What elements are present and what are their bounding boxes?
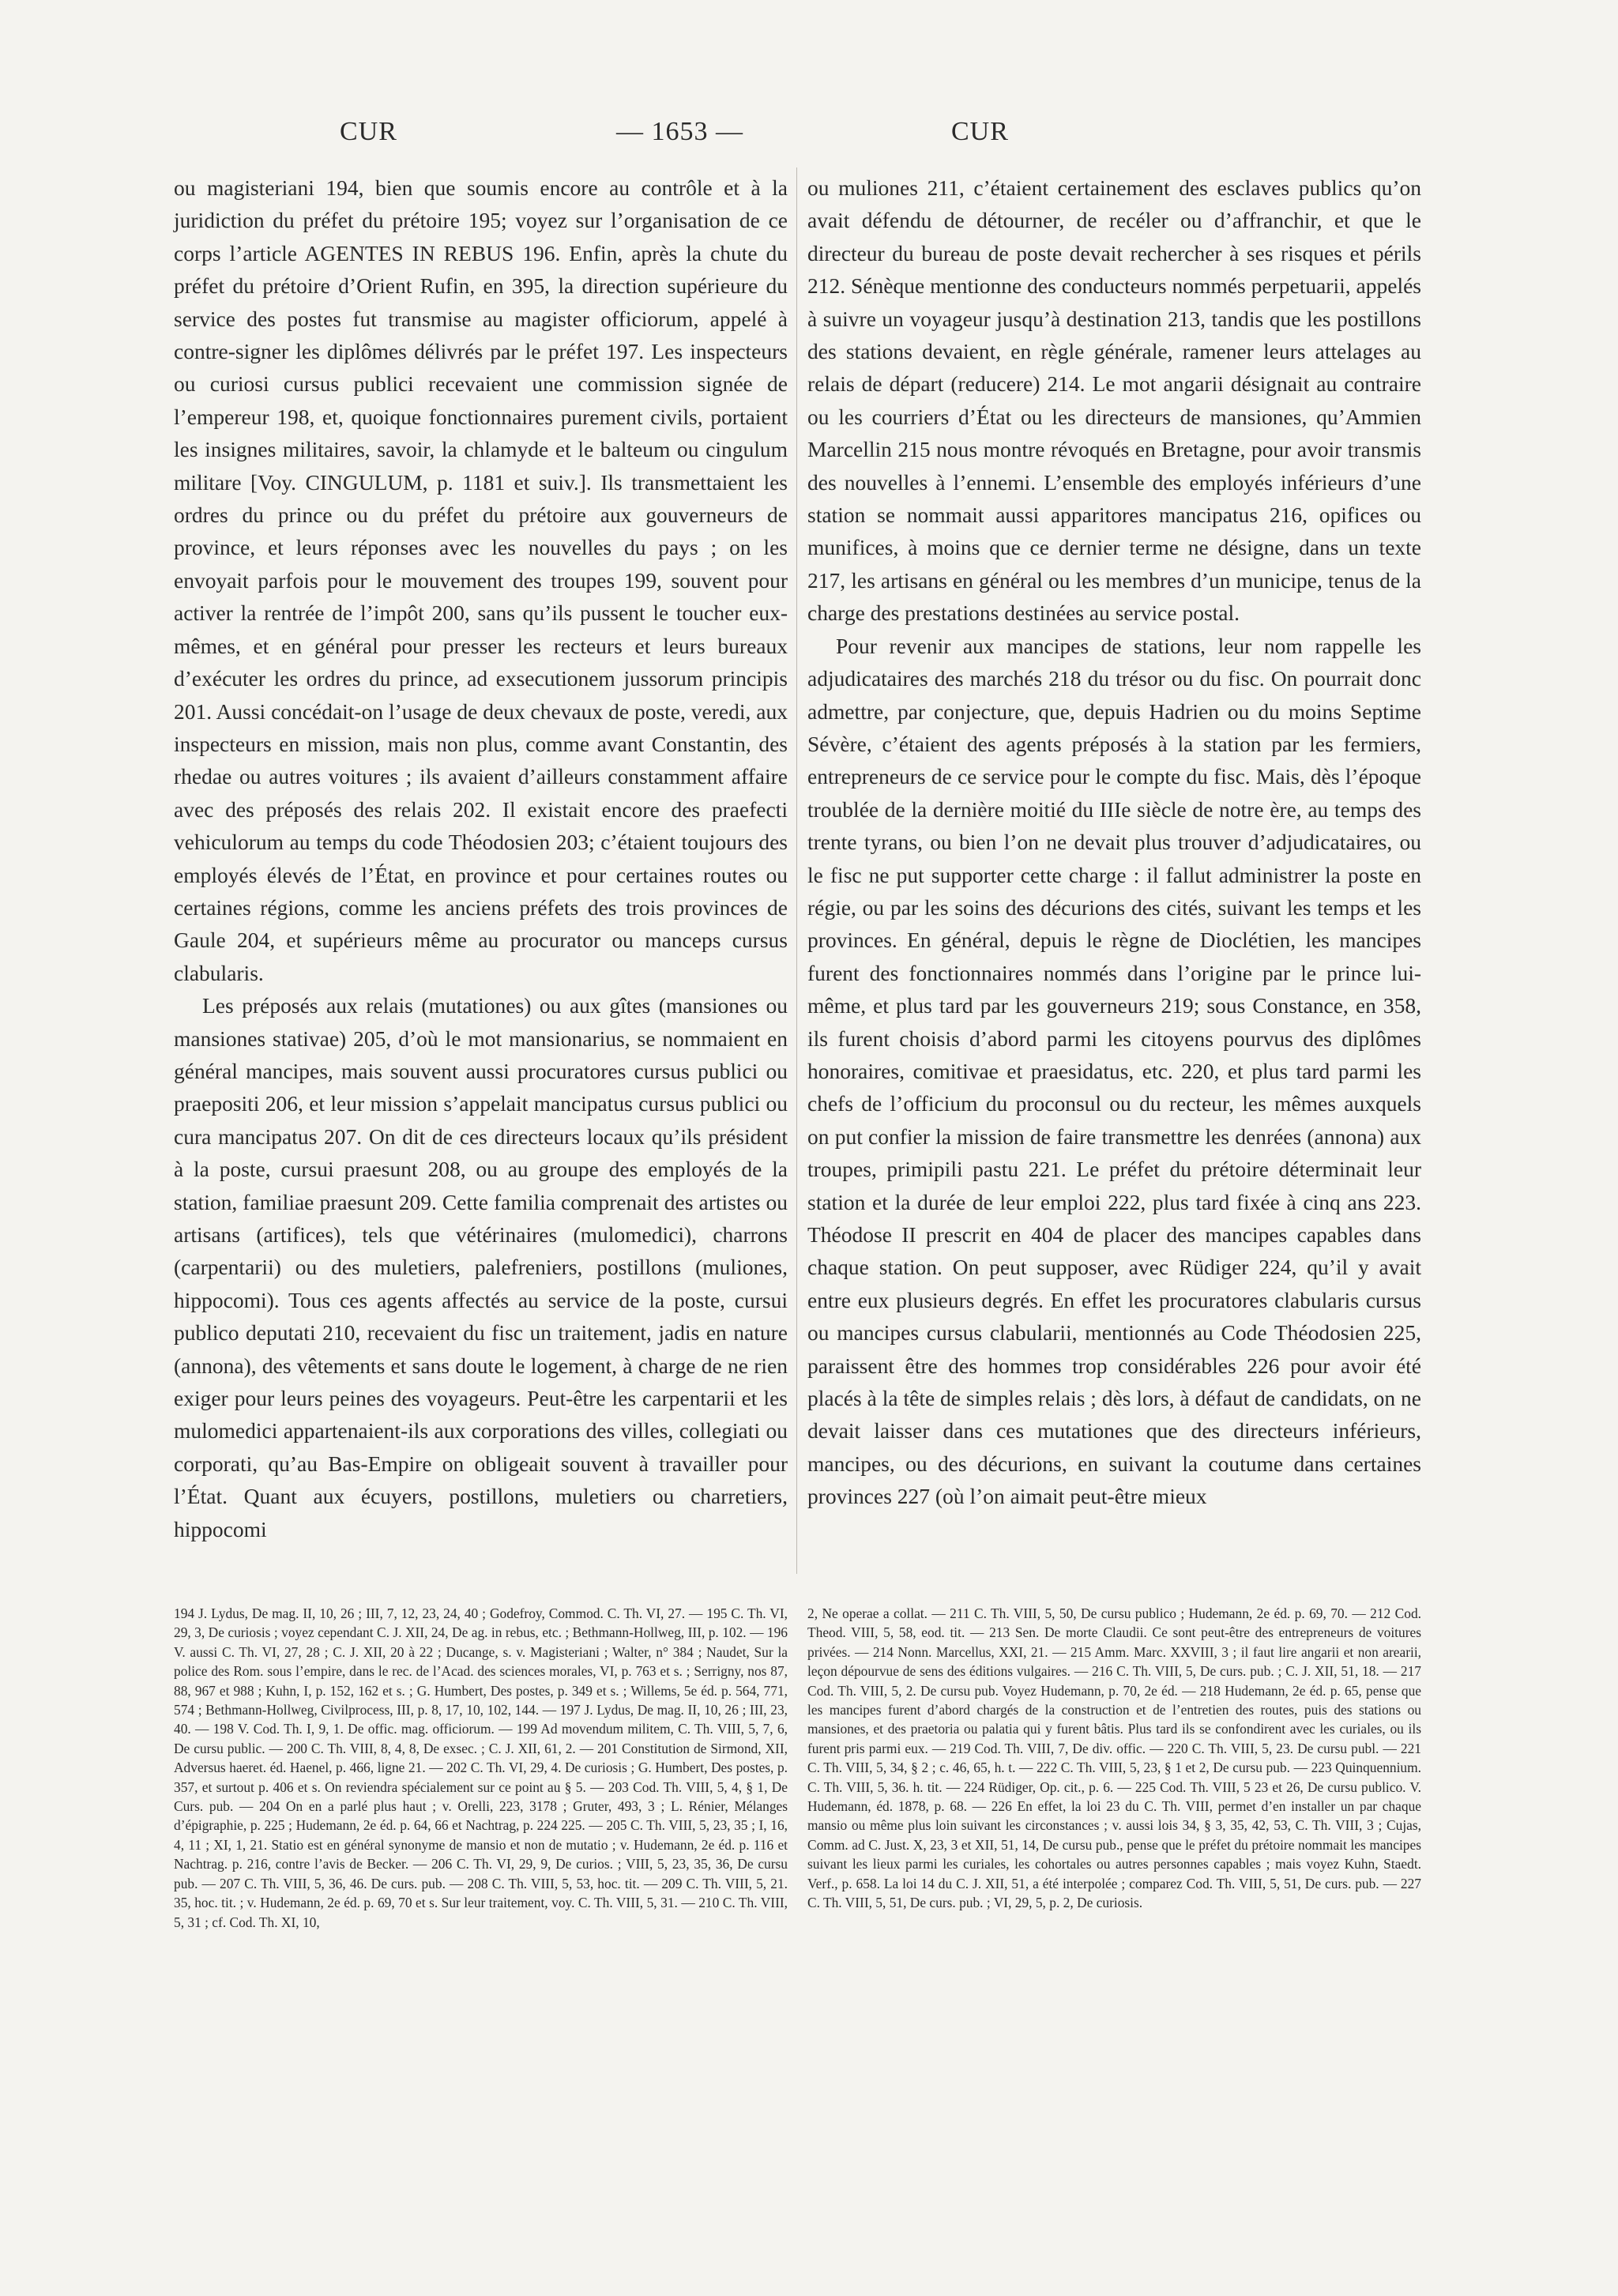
right-column-body [807,171,1421,1513]
left-column-body [174,171,788,1545]
left-footnotes: 194 J. Lydus, De mag. II, 10, 26 ; III, 7, 12, 23, 24, 40 ; Godefroy, Commod. C. Th. VI, 27. — 195 C. Th. VI, 29, 3, De curiosis ; voyez cependant C. J. XII, 24, De ag. in rebus, etc. ; Bethmann-Hollweg, III, p. 102. — 196 V. aussi C. Th. VI, 27, 28 ; C. J. XII, 20 à 22 ; Ducange, s. v. Magisteriani ; Walter, n° 384 ; Naudet, Sur la police des Rom. sous l’empire, dans le rec. de l’Acad. des sciences morales, VI, p. 763 et s. ; Serrigny, nos 87, 88, 967 et 988 ; Kuhn, I, p. 152, 162 et s. ; G. Humbert, Des postes, p. 349 et s. ; Willems, 5e éd. p. 564, 771, 574 ; Bethmann-Hollweg, Civilprocess, III, p. 8, 17, 10, 102, 144. — 197 J. Lydus, De mag. II, 10, 26 ; III, 23, 40. — 198 V. Cod. Th. I, 9, 1. De offic. mag. officiorum. — 199 Ad movendum militem, C. Th. VIII, 5, 7, 6, De cursu public. — 200 C. Th. VIII, 8, 4, 8, De exsec. ; C. J. XII, 61, 2. — 201 Constitution de Sirmond, XII, Adversus haeret. éd. Haenel, p. 466, ligne 21. — 202 C. Th. VI, 29, 4. De curiosis ; G. Humbert, Des postes, p. 357, et surtout p. 406 et s. On reviendra spécialement sur ce point au § 5. — 203 Cod. Th. VIII, 5, 4, § 1, De Curs. pub. — 204 On en a parlé plus haut ; v. Orelli, 223, 3178 ; Gruter, 493, 3 ; L. Rénier, Mélanges d’épigraphie, p. 225 ; Hudemann, 2e éd. p. 64, 66 et Nachtrag, p. 224 225. — 205 C. Th. VIII, 5, 23, 35 ; I, 16, 4, 11 ; XI, 1, 21. Statio est en général synonyme de mansio et non de mutatio ; v. Hudemann, 2e éd. p. 116 et Nachtrag. p. 216, contre l’avis de Becker. — 206 C. Th. VI, 29, 9, De curios. ; VIII, 5, 23, 35, 36, De cursu pub. — 207 C. Th. VIII, 5, 36, 46. De curs. pub. — 208 C. Th. VIII, 5, 53, hoc. tit. — 209 C. Th. VIII, 5, 21. 35, hoc. tit. ; v. Hudemann, 2e éd. p. 69, 70 et s. Sur leur traitement, voy. C. Th. VIII, 5, 31. — 210 C. Th. VIII, 5, 31 ; cf. Cod. Th. XI, 10, [174,1605,788,1930]
right-paragraph-1: ou muliones 211, c’étaient certainement des esclaves publics qu’on avait défendu de détourner, de recéler ou d’affranchir, et que le directeur du bureau de poste devait rechercher à ses risques et périls 212. Sénèque mentionne des conducteurs nommés perpetuarii, appelés à suivre un voyageur jusqu’à destination 213, tandis que les postillons des stations devaient, en règle générale, ramener leurs attelages au relais de départ (reducere) 214. Le mot angarii désignait au contraire ou les courriers d’État ou les directeurs de mansiones, qu’Ammien Marcellin 215 nous montre révoqués en Bretagne, pour avoir transmis des nouvelles à l’ennemi. L’ensemble des employés inférieurs d’une station se nommait aussi apparitores mancipatus 216, opifices ou munifices, à moins que ce dernier terme ne désigne, dans un texte 217, les artisans en général ou les membres d’un municipe, tenus de la charge des prestations destinées au service postal. [807,175,1421,626]
page-number: — 1653 — [616,117,743,146]
column-divider [796,167,797,1574]
header-right-title: CUR [951,117,1009,146]
running-header [0,117,1618,164]
left-paragraph-2: Les préposés aux relais (mutationes) ou aux gîtes (mansiones ou mansiones stativae) 205, d’où le mot mansionarius, se nommaient en général mancipes, mais souvent aussi procuratores cursus publici ou praepositi 206, et leur mission s’appelait mancipatus cursus publici ou cura mancipatus 207. On dit de ces directeurs locaux qu’ils président à la poste, cursui praesunt 208, ou au groupe des employés de la station, familiae praesunt 209. Cette familia comprenait des artistes ou artisans (artifices), tels que vétérinaires (mulomedici), charrons (carpentarii) ou des muletiers, palefreniers, postillons (muliones, hippocomi). Tous ces agents affectés au service de la poste, cursui publico deputati 210, recevaient du fisc un traitement, jadis en nature (annona), des vêtements et sans doute le logement, à charge de ne rien exiger pour leurs peines des voyageurs. Peut-être les carpentarii et les mulomedici appartenaient-ils aux corporations des villes, collegiati ou corporati, qu’au Bas-Empire on obligeait souvent à travailler pour l’État. Quant aux écuyers, postillons, muletiers ou charretiers, hippocomi [174,993,788,1541]
right-footnotes: 2, Ne operae a collat. — 211 C. Th. VIII, 5, 50, De cursu publico ; Hudemann, 2e éd. p. 69, 70. — 212 Cod. Theod. VIII, 5, 58, eod. tit. — 213 Sen. De morte Claudii. Ce sont peut-être des entrepreneurs de voitures privées. — 214 Nonn. Marcellus, XXI, 21. — 215 Amm. Marc. XXVIII, 3 ; il faut lire angarii et non arearii, leçon dépourvue de sens des éditions vulgaires. — 216 C. Th. VIII, 5, De curs. pub. ; C. J. XII, 51, 18. — 217 Cod. Th. VIII, 5, 2. De cursu pub. Voyez Hudemann, p. 70, 2e éd. — 218 Hudemann, 2e éd. p. 65, pense que les mancipes furent d’abord chargés de la construction et de l’entretien des routes, puis des stations ou mansiones, et des praetoria ou palatia qui y furent bâtis. Plus tard ils se confondirent avec les curiales, ou ils furent pris parmi eux. — 219 Cod. Th. VIII, 7, De div. offic. — 220 C. Th. VIII, 5, 23. De cursu publ. — 221 C. Th. VIII, 5, 34, § 2 ; c. 46, 65, h. t. — 222 C. Th. VIII, 5, 23, § 1 et 2, De cursu pub. — 223 Quinquennium. C. Th. VIII, 5, 36. h. tit. — 224 Rüdiger, Op. cit., p. 6. — 225 Cod. Th. VIII, 5 23 et 26, De cursu publico. V. Hudemann, éd. 1878, p. 68. — 226 En effet, la loi 23 du C. Th. VIII, permet d’en installer un par chaque mansio ou même plus loin suivant les circonstances ; v. aussi lois 34, § 3, 35, 42, 53, C. Th. VIII, 3 ; Cujas, Comm. ad C. Just. X, 23, 3 et XII, 51, 14, De cursu pub., pense que le préfet du prétoire nommait les mancipes suivant les lieux parmi les curiales, les cohortales ou autres personnes capables ; mais voyez Kuhn, Staedt. Verf., p. 658. La loi 14 du C. J. XII, 51, a été interpolée ; comparez Cod. Th. VIII, 5, 51, De curs. pub. — 227 C. Th. VIII, 5, 51, De curs. pub. ; VI, 29, 5, p. 2, De curiosis. [807,1605,1421,1911]
right-paragraph-2: Pour revenir aux mancipes de stations, leur nom rappelle les adjudicataires des marchés 218 du trésor ou du fisc. On pourrait donc admettre, par conjecture, que, depuis Hadrien ou du moins Septime Sévère, c’étaient des agents préposés à la station par les fermiers, entrepreneurs de ce service pour le compte du fisc. Mais, dès l’époque troublée de la dernière moitié du IIIe siècle de notre ère, au temps des trente tyrans, ou bien l’on ne devait plus trouver d’adjudicataires, ou le fisc ne put supporter cette charge : il fallut administrer la poste en régie, ou par les soins des décurions des cités, suivant les temps et les provinces. En général, depuis le règne de Dioclétien, les mancipes furent des fonctionnaires nommés dans l’origine par le prince lui-même, et plus tard par les gouverneurs 219; sous Constance, en 358, ils furent choisis d’abord parmi les citoyens pourvus des diplômes honoraires, comitivae et praesidatus, etc. 220, et plus tard parmi les chefs de l’officium du proconsul ou du recteur, les mêmes auxquels on put confier la mission de faire transmettre les denrées (annona) aux troupes, primipili pastu 221. Le préfet du prétoire déterminait leur station et la durée de leur emploi 222, plus tard fixée à cinq ans 223. Théodose II prescrit en 404 de placer des mancipes capables dans chaque station. On peut supposer, avec Rüdiger 224, qu’il y avait entre eux plusieurs degrés. En effet les procuratores clabularis cursus ou mancipes cursus clabularii, mentionnés au Code Théodosien 225, paraissent être des hommes trop considérables 226 pour avoir été placés à la tête de simples relais ; dès lors, à défaut de candidats, on ne devait laisser dans ces mutationes que des directeurs inférieurs, mancipes, ou des décurions, en suivant la coutume dans certaines provinces 227 (où l’on aimait peut-être mieux [807,633,1421,1509]
header-left-title: CUR [340,117,397,146]
left-paragraph-1: ou magisteriani 194, bien que soumis encore au contrôle et à la juridiction du préfet du prétoire 195; voyez sur l’organisation de ce corps l’article AGENTES IN REBUS 196. Enfin, après la chute du préfet du prétoire d’Orient Rufin, en 395, la direction supérieure du service des postes fut transmise au magister officiorum, appelé à contre-signer les diplômes délivrés par le préfet 197. Les inspecteurs ou curiosi cursus publici recevaient une commission signée de l’empereur 198, et, quoique fonctionnaires purement civils, portaient les insignes militaires, savoir, la chlamyde et le balteum ou cingulum militare [Voy. CINGULUM, p. 1181 et suiv.]. Ils transmettaient les ordres du prince ou du préfet du prétoire aux gouverneurs de province, et leurs réponses avec les nouvelles du pays ; on les envoyait parfois pour le mouvement des troupes 199, souvent pour activer la rentrée de l’impôt 200, sans qu’ils pussent le toucher eux-mêmes, et en général pour presser les recteurs et leurs bureaux d’exécuter les ordres du prince, ad exsecutionem jussorum principis 201. Aussi concédait-on l’usage de deux chevaux de poste, veredi, aux inspecteurs en mission, mais non plus, comme avant Constantin, des rhedae ou autres voitures ; ils avaient d’ailleurs constamment affaire avec des préposés des relais 202. Il existait encore des praefecti vehiculorum au temps du code Théodosien 203; c’étaient toujours des employés élevés de l’État, en province et pour certaines routes ou certaines régions, comme les anciens préfets des trois provinces de Gaule 204, et supérieurs même au procurator ou manceps cursus clabularis. [174,175,788,985]
